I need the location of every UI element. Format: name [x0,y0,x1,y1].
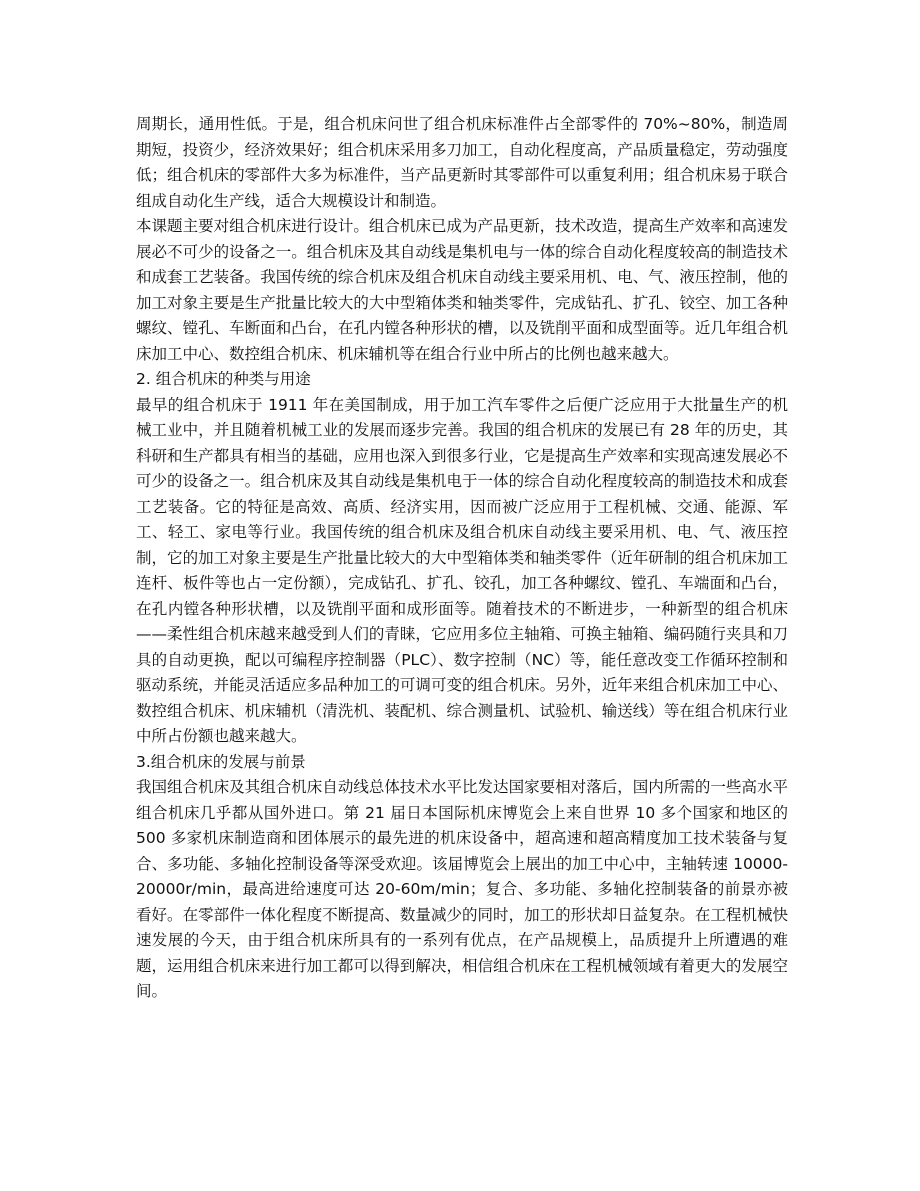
section-2-heading: 2. 组合机床的种类与用途 [136,370,311,388]
section-2-body: 最早的组合机床于 1911 年在美国制成，用于加工汽车零件之后便广泛应用于大批量生产的机械工业中，并且随着机械工业的发展而逐步完善。我国的组合机床的发展已有 28 年的历史，其科研和生产都具有相当的基础，应用也深入到很多行业，它是提高生产效率和实现高速发展必不可少的设备之一。组合机床及其自动线是集机电于一体的综合自动化程度较高的制造技术和成套工艺装备。它的特征是高效、高质、经济实用，因而被广泛应用于工程机械、交通、能源、军工、轻工、家电等行业。我国传统的组合机床及组合机床自动线主要采用机、电、气、液压控制，它的加工对象主要是生产批量比较大的大中型箱体类和轴类零件（近年研制的组合机床加工连杆、板件等也占一定份额），完成钻孔、扩孔、铰孔，加工各种螺纹、镗孔、车端面和凸台，在孔内镗各种形状槽，以及铣削平面和成形面等。随着技术的不断进步，一种新型的组合机床——柔性组合机床越来越受到人们的青睐，它应用多位主轴箱、可换主轴箱、编码随行夹具和刀具的自动更换，配以可编程序控制器（PLC）、数字控制（NC）等，能任意改变工作循环控制和驱动系统，并能灵活适应多品种加工的可调可变的组合机床。另外，近年来组合机床加工中心、数控组合机床、机床辅机（清洗机、装配机、综合测量机、试验机、输送线）等在组合机床行业中所占份额也越来越大。 [136,395,788,745]
section-3-heading: 3.组合机床的发展与前景 [136,752,306,771]
section-3-body: 我国组合机床及其组合机床自动线总体技术水平比发达国家要相对落后，国内所需的一些高水平组合机床几乎都从国外进口。第 21 届日本国际机床博览会上来自世界 10 多个国家和地区的 500 多家机床制造商和团体展示的最先进的机床设备中，超高速和超高精度加工技术装备与复合、多功能、多轴化控制设备等深受欢迎。该届博览会上展出的加工中心中，主轴转速 10000-20000r/min，最高进给速度可达 20-60m/min；复合、多功能、多轴化控制装备的前景亦被看好。在零部件一体化程度不断提高、数量减少的同时，加工的形状却日益复杂。在工程机械快速发展的今天，由于组合机床所具有的一系列有优点，在产品规模上，品质提升上所遭遇的难题，运用组合机床来进行加工都可以得到解决，相信组合机床在工程机械领域有着更大的发展空间。 [136,778,788,1000]
intro-paragraph-continued: 周期长，通用性低。于是，组合机床问世了组合机床标准件占全部零件的 70%~80%，制造周期短，投资少，经济效果好；组合机床采用多刀加工，自动化程度高，产品质量稳定，劳动强度低；组合机床的零部件大多为标准件，当产品更新时其零部件可以重复利用；组合机床易于联合组成自动化生产线，适合大规模设计和制造。 [136,115,788,210]
topic-paragraph: 本课题主要对组合机床进行设计。组合机床已成为产品更新，技术改造，提高生产效率和高速发展必不可少的设备之一。组合机床及其自动线是集机电与一体的综合自动化程度较高的制造技术和成套工艺装备。我国传统的综合机床及组合机床自动线主要采用机、电、气、液压控制，他的加工对象主要是生产批量比较大的大中型箱体类和轴类零件，完成钻孔、扩孔、铰空、加工各种螺纹、镗孔、车断面和凸台，在孔内镗各种形状的槽，以及铣削平面和成型面等。近几年组合机床加工中心、数控组合机床、机床辅机等在组合行业中所占的比例也越来越大。 [136,217,788,363]
document-page [136,112,788,1005]
